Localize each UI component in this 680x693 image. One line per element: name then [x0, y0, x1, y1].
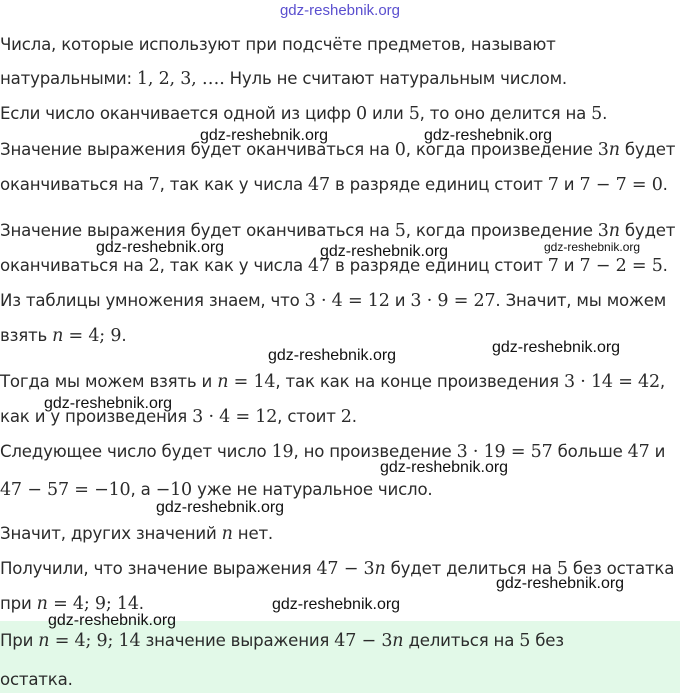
watermark: gdz-reshebnik.org — [44, 395, 173, 412]
text-line: Числа, которые используют при подсчёте предметов, называют — [0, 35, 556, 54]
header-watermark: gdz-reshebnik.org — [279, 2, 401, 19]
text-line: как и у произведения 3 · 4 = 12, стоит 2. — [0, 407, 357, 427]
text-line: Значение выражения будет оканчиваться на 0, когда произведение 3n будет — [0, 140, 676, 160]
watermark: gdz-reshebnik.org — [96, 239, 225, 256]
text-line: натуральными: 1, 2, 3, …. Нуль не считают натуральным числом. — [0, 69, 567, 89]
text-line: 47 − 57 = −10, а −10 уже не натуральное число. — [0, 480, 433, 500]
watermark: gdz-reshebnik.org — [380, 459, 509, 476]
watermark: gdz-reshebnik.org — [320, 243, 449, 260]
text-line: оканчиваться на 2, так как у числа 47 в разряде единиц стоит 7 и 7 − 2 = 5. — [0, 256, 668, 276]
text-line: Значение выражения будет оканчиваться на 5, когда произведение 3n будет — [0, 221, 676, 241]
text-line: Получили, что значение выражения 47 − 3n будет делиться на 5 без остатка — [0, 559, 675, 579]
watermark: gdz-reshebnik.org — [272, 596, 401, 613]
watermark: gdz-reshebnik.org — [424, 127, 553, 144]
answer-line: При n = 4; 9; 14 значение выражения 47 − 3n делиться на 5 без — [0, 631, 564, 651]
text-line: при n = 4; 9; 14. — [0, 594, 144, 614]
watermark: gdz-reshebnik.org — [496, 575, 625, 592]
text-line: Следующее число будет число 19, но произведение 3 · 19 = 57 больше 47 и — [0, 442, 666, 462]
watermark: gdz-reshebnik.org — [492, 339, 621, 356]
text-line: Если число оканчивается одной из цифр 0 или 5, то оно делится на 5. — [0, 104, 608, 124]
text-line: Значит, других значений n нет. — [0, 524, 273, 544]
text-line: Тогда мы можем взять и n = 14, так как на конце произведения 3 · 14 = 42, — [0, 372, 665, 392]
text-line: взять n = 4; 9. — [0, 326, 127, 346]
answer-line: остатка. — [0, 670, 73, 689]
watermark: gdz-reshebnik.org — [156, 499, 285, 516]
watermark: gdz-reshebnik.org — [200, 127, 329, 144]
watermark: gdz-reshebnik.org — [48, 612, 177, 629]
text-line: Из таблицы умножения знаем, что 3 · 4 = 12 и 3 · 9 = 27. Значит, мы можем — [0, 291, 667, 311]
text-line: оканчиваться на 7, так как у числа 47 в разряде единиц стоит 7 и 7 − 7 = 0. — [0, 175, 668, 195]
watermark: gdz-reshebnik.org — [544, 240, 641, 254]
watermark: gdz-reshebnik.org — [268, 347, 397, 364]
